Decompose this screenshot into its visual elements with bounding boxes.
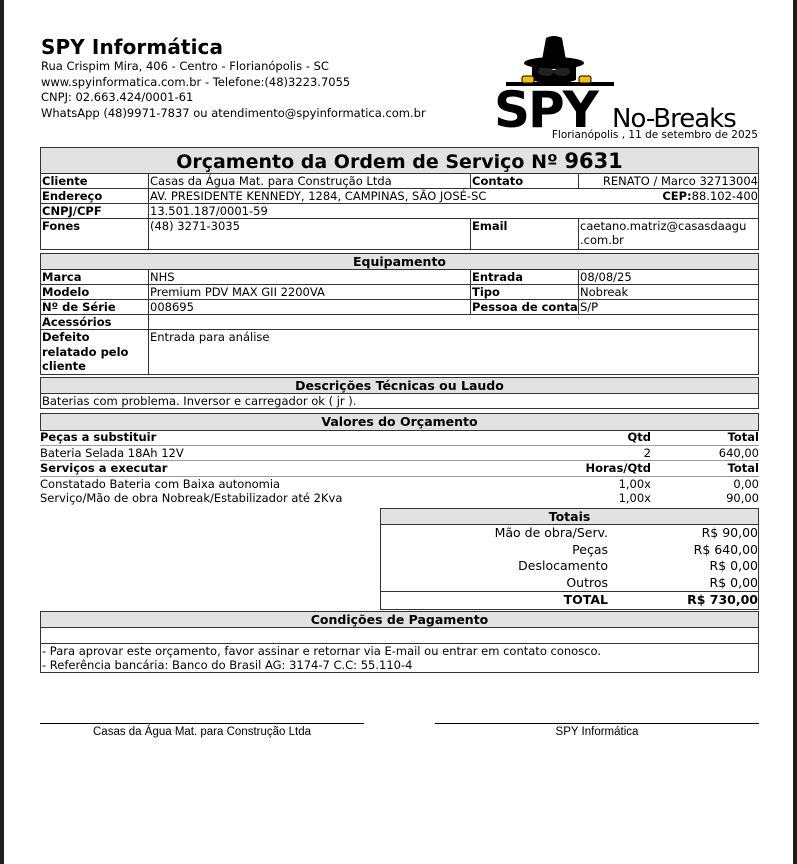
entrada-label: Entrada	[471, 270, 579, 285]
contato-label: Contato	[471, 174, 579, 189]
fones-row	[41, 219, 758, 249]
endereco-cell	[149, 189, 758, 203]
pagamento-blank	[41, 628, 758, 644]
company-name: SPY Informática	[41, 35, 224, 59]
email-label: Email	[471, 219, 579, 249]
cnpj-value: 13.501.187/0001-59	[150, 204, 268, 218]
company-web-phone: www.spyinformatica.com.br - Telefone:(48)3223.7055	[41, 74, 351, 89]
spy-hat-icon	[492, 32, 762, 130]
logo-subtext: No-Breaks	[612, 104, 736, 130]
pecas-header-total: Total	[727, 430, 759, 444]
cep-value: 88.102-400	[691, 189, 758, 203]
signature-line-client	[40, 723, 364, 724]
servico-total: 90,00	[726, 491, 759, 505]
totals-value: R$ 640,00	[693, 541, 758, 557]
totals-label: Outros	[566, 574, 608, 590]
page-edge-right	[793, 0, 797, 864]
servico-qtd: 1,00x	[618, 491, 651, 505]
servico-qtd: 1,00x	[618, 476, 651, 491]
servicos-header-total: Total	[727, 461, 759, 475]
pagamento-box	[40, 611, 759, 673]
title-label: Orçamento da Ordem de Serviço Nº	[176, 151, 558, 173]
laudo-text: Baterias com problema. Inversor e carregador ok ( jr ).	[42, 394, 357, 408]
acessorios-label: Acessórios	[41, 315, 149, 329]
valores-table	[40, 430, 759, 506]
grand-total-label: TOTAL	[563, 592, 608, 607]
totals-box	[380, 508, 759, 610]
pagamento-line-1: - Para aprovar este orçamento, favor assinar e retornar via E-mail ou entrar em contato conosco.	[42, 644, 601, 658]
totals-row	[381, 575, 758, 592]
cep-label: CEP:	[662, 189, 692, 203]
defeito-value: Entrada para análise	[150, 330, 270, 344]
signature-line-company	[435, 723, 759, 724]
peca-qtd: 2	[643, 445, 651, 460]
entrada-value: 08/08/25	[579, 270, 758, 285]
defeito-label	[41, 330, 149, 374]
tipo-value: Nobreak	[579, 285, 758, 300]
page-edge-left	[0, 0, 4, 864]
client-box	[40, 147, 759, 250]
servicos-header-label: Serviços a executar	[40, 461, 168, 475]
endereco-label: Endereço	[41, 189, 149, 203]
company-address: Rua Crispim Mira, 406 - Centro - Florianópolis - SC	[41, 59, 329, 73]
signature-company: SPY Informática	[555, 726, 639, 738]
fones-value: (48) 3271-3035	[149, 219, 471, 249]
company-contact: WhatsApp (48)9971-7837 ou atendimento@spyinformatica.com.br	[41, 105, 426, 120]
contato-value: RENATO / Marco 32713004	[579, 174, 758, 189]
spy-no-breaks-logo	[492, 32, 762, 130]
defeito-label-line1: Defeito	[42, 330, 90, 344]
table-row	[40, 446, 759, 462]
totals-value: R$ 0,00	[709, 558, 758, 573]
grand-total-row	[381, 591, 758, 609]
pecas-header-qtd: Qtd	[627, 430, 651, 444]
marca-value: NHS	[149, 270, 471, 285]
equipment-grid	[41, 270, 758, 315]
valores-heading-box	[40, 413, 759, 431]
table-row	[40, 491, 759, 506]
laudo-heading: Descrições Técnicas ou Laudo	[41, 378, 758, 394]
modelo-label: Modelo	[41, 285, 149, 300]
servicos-header-row	[40, 461, 759, 477]
cliente-value: Casas da Água Mat. para Construção Ltda	[149, 174, 471, 189]
serie-value: 008695	[149, 300, 471, 315]
cnpj-row	[41, 204, 758, 219]
pagamento-line-2: - Referência bancária: Banco do Brasil AG: 3174-7 C.C: 55.110-4	[42, 658, 413, 672]
grand-total-value: R$ 730,00	[687, 592, 758, 607]
logo-spy-text: SPY	[494, 81, 597, 130]
client-grid	[41, 174, 758, 189]
servico-desc: Serviço/Mão de obra Nobreak/Estabilizador até 2Kva	[40, 491, 343, 505]
pessoa-label: Pessoa de conta	[472, 300, 578, 314]
page-title	[41, 148, 758, 174]
company-header	[41, 35, 426, 121]
totals-row	[381, 542, 758, 559]
email-value	[579, 219, 758, 249]
valores-heading: Valores do Orçamento	[41, 414, 758, 430]
totals-label: Mão de obra/Serv.	[494, 525, 608, 540]
totals-row	[381, 525, 758, 542]
laudo-box	[40, 377, 759, 409]
marca-label: Marca	[41, 270, 149, 285]
signature-client: Casas da Água Mat. para Construção Ltda	[93, 726, 311, 738]
totals-row	[381, 558, 758, 575]
email-value-line1: caetano.matriz@casasdaagu	[580, 219, 747, 233]
totals-label: Peças	[572, 541, 608, 557]
cliente-label: Cliente	[41, 174, 149, 189]
totals-heading: Totais	[381, 509, 758, 525]
order-number: 9631	[564, 149, 623, 173]
tipo-label: Tipo	[471, 285, 579, 300]
fones-label: Fones	[41, 219, 149, 249]
totals-value: R$ 0,00	[709, 574, 758, 590]
servico-desc: Constatado Bateria com Baixa autonomia	[40, 476, 281, 491]
acessorios-row	[41, 315, 758, 330]
endereco-row	[41, 189, 758, 204]
defeito-label-line2: relatado pelo	[42, 344, 129, 359]
defeito-row	[41, 330, 758, 374]
modelo-value: Premium PDV MAX GII 2200VA	[149, 285, 471, 300]
servico-total: 0,00	[733, 476, 759, 491]
equipment-box	[40, 253, 759, 375]
pagamento-heading: Condições de Pagamento	[41, 612, 758, 628]
cep	[662, 189, 758, 203]
email-value-line2: .com.br	[580, 233, 624, 247]
totals-value: R$ 90,00	[701, 525, 758, 540]
company-cnpj: CNPJ: 02.663.424/0001-61	[41, 90, 194, 104]
servicos-header-qtd: Horas/Qtd	[585, 461, 651, 475]
serie-label: Nº de Série	[41, 300, 149, 315]
peca-desc: Bateria Selada 18Ah 12V	[40, 445, 184, 460]
acessorios-value	[149, 315, 758, 329]
equipment-heading: Equipamento	[41, 254, 758, 270]
endereco-value: AV. PRESIDENTE KENNEDY, 1284, CAMPINAS, SÃO JOSÉ-SC	[150, 189, 487, 203]
table-row	[40, 477, 759, 492]
defeito-label-line3: cliente	[42, 359, 86, 373]
pecas-header-row	[40, 430, 759, 446]
pecas-header-label: Peças a substituir	[40, 430, 157, 444]
totals-label: Deslocamento	[518, 558, 608, 573]
peca-total: 640,00	[718, 445, 759, 460]
cnpj-label: CNPJ/CPF	[41, 204, 149, 218]
pessoa-value: S/P	[579, 300, 758, 315]
place-date: Florianópolis , 11 de setembro de 2025	[551, 129, 758, 141]
